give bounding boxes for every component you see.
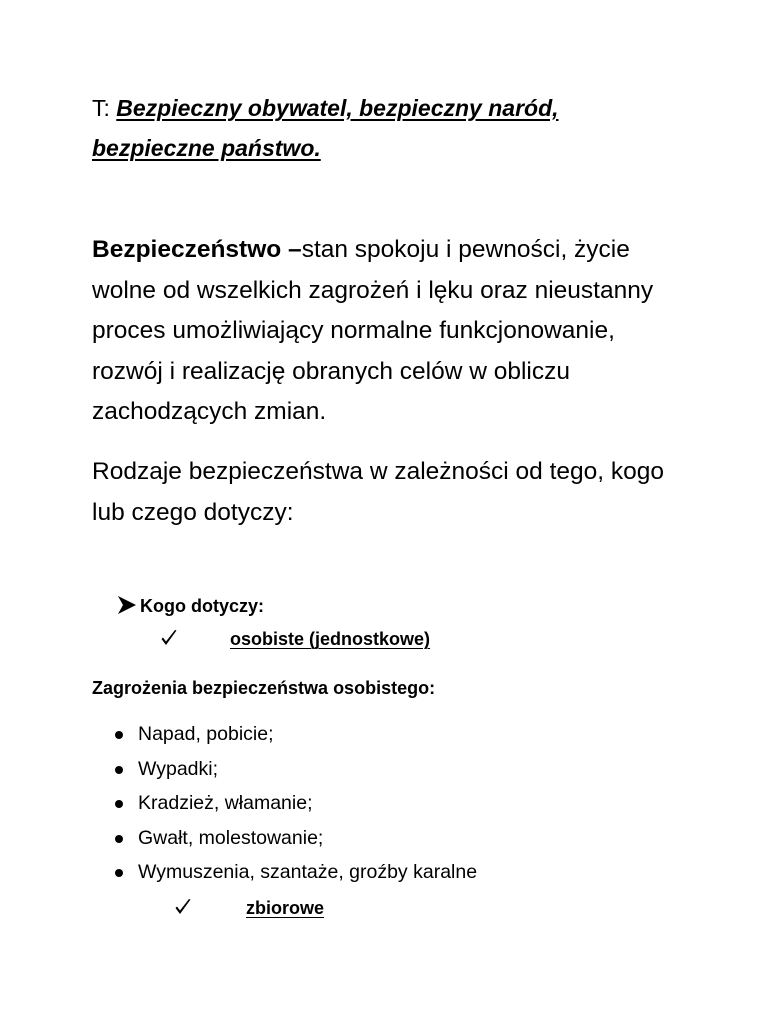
definition-paragraph — [92, 230, 692, 433]
sub-item-personal-label: osobiste (jednostkowe) — [230, 629, 431, 649]
arrowhead-bullet-icon — [116, 594, 138, 616]
definition-term: Bezpieczeństwo – — [92, 236, 302, 263]
section-heading-label: Kogo dotyczy: — [140, 596, 264, 616]
section-heading — [116, 591, 264, 621]
round-bullet-icon — [115, 835, 123, 843]
checkmark-icon — [160, 629, 178, 647]
round-bullet-icon — [115, 766, 123, 774]
checkmark-icon — [174, 898, 192, 916]
round-bullet-icon — [115, 731, 123, 739]
sub-item-collective-label: zbiorowe — [246, 898, 325, 918]
title-prefix: T: — [92, 95, 117, 121]
sub-item-collective — [174, 895, 324, 921]
definition-text: stan spokoju i pewności, życie wolne od wszelkich zagrożeń i lęku oraz nieustanny proces umożliwiający normalne funkcjonowanie, rozwój i realizację obranych celów w obliczu zachodzących zmian. — [92, 236, 654, 425]
list-item: Napad, pobicie; — [112, 719, 477, 754]
list-item: Wypadki; — [112, 754, 477, 789]
sub-item-personal — [160, 626, 440, 652]
round-bullet-icon — [115, 800, 123, 808]
kinds-intro-paragraph: Rodzaje bezpieczeństwa w zależności od tego, kogo lub czego dotyczy: — [92, 458, 665, 526]
round-bullet-icon — [115, 869, 123, 877]
page-title — [92, 88, 712, 168]
list-item: Wymuszenia, szantaże, groźby karalne — [112, 857, 477, 892]
list-item: Kradzież, włamanie; — [112, 788, 477, 823]
title-topic-line2: bezpieczne państwo. — [92, 135, 321, 161]
threats-heading: Zagrożenia bezpieczeństwa osobistego: — [92, 678, 436, 698]
list-item: Gwałt, molestowanie; — [112, 823, 477, 858]
threats-list — [112, 719, 477, 892]
title-topic-line1: Bezpieczny obywatel, bezpieczny naród, — [116, 95, 559, 121]
